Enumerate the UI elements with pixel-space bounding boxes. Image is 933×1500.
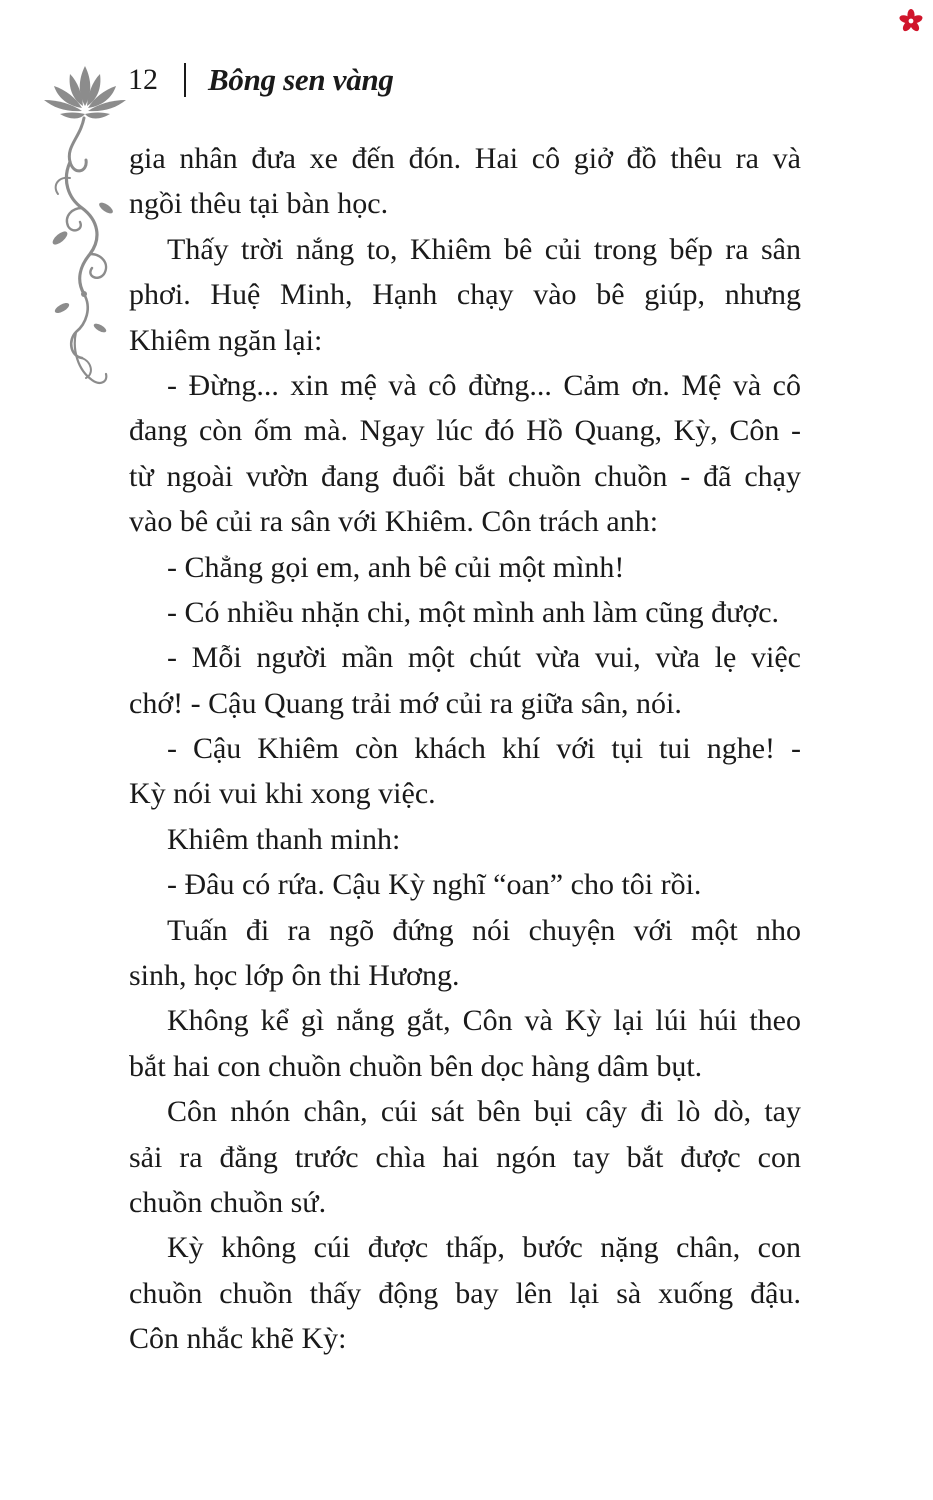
text-line: - Đừng... xin mệ và cô đừng... Cảm ơn. Mệ và cô	[167, 368, 801, 402]
text-line: gia nhân đưa xe đến đón. Hai cô giở đồ thêu ra và	[129, 142, 801, 175]
text-line: - Chẳng gọi em, anh bê củi một mình!	[167, 550, 625, 584]
text-line: Côn nhắc khẽ Kỳ:	[129, 1322, 347, 1356]
text-line: vào bê củi ra sân với Khiêm. Côn trách anh:	[129, 505, 659, 539]
text-line: - Có nhiều nhặn chi, một mình anh làm cũng được.	[167, 595, 780, 629]
text-line: - Mỗi người mần một chút vừa vui, vừa lẹ việc	[167, 641, 801, 675]
text-line: từ ngoài vườn đang đuổi bắt chuồn chuồn - đã chạy	[129, 459, 801, 493]
text-line: ngồi thêu tại bàn học.	[129, 187, 389, 221]
lotus-vine-ornament-icon	[40, 58, 130, 398]
text-line: bắt hai con chuồn chuồn bên dọc hàng dâm bụt.	[129, 1049, 703, 1083]
text-line: Tuấn đi ra ngõ đứng nói chuyện với một nho	[167, 913, 801, 947]
text-line: chuồn chuồn thấy động bay lên lại sà xuống đậu.	[129, 1276, 801, 1310]
text-line: - Đâu có rứa. Cậu Kỳ nghĩ “oan” cho tôi rồi.	[167, 868, 702, 902]
text-line: Khiêm ngăn lại:	[129, 323, 323, 357]
text-line: sinh, học lớp ôn thi Hương.	[129, 959, 460, 993]
running-title: Bông sen vàng	[208, 62, 394, 97]
text-line: Kỳ nói vui khi xong việc.	[129, 777, 436, 811]
text-line: phơi. Huệ Minh, Hạnh chạy vào bê giúp, nhưng	[129, 278, 801, 312]
text-line: Côn nhón chân, cúi sát bên bụi cây đi lò dò, tay	[167, 1095, 801, 1129]
text-line: chuồn chuồn sứ.	[129, 1185, 327, 1219]
text-line: Khiêm thanh minh:	[167, 822, 401, 856]
body-text	[129, 136, 801, 1362]
header-divider	[184, 63, 186, 97]
text-line: sải ra đằng trước chìa hai ngón tay bắt được con	[129, 1140, 801, 1174]
text-line: Kỳ không cúi được thấp, bước nặng chân, con	[167, 1231, 801, 1265]
text-line: Thấy trời nắng to, Khiêm bê củi trong bếp ra sân	[167, 232, 801, 266]
text-line: - Cậu Khiêm còn khách khí với tụi tui nghe! -	[167, 732, 801, 766]
page-number: 12	[128, 63, 158, 96]
text-line: Không kể gì nắng gắt, Côn và Kỳ lại lúi húi theo	[167, 1004, 801, 1038]
red-flower-icon	[898, 8, 924, 34]
text-line: chớ! - Cậu Quang trải mớ củi ra giữa sân, nói.	[129, 686, 682, 720]
text-line: đang còn ốm mà. Ngay lúc đó Hồ Quang, Kỳ, Côn -	[129, 414, 801, 448]
running-header	[128, 52, 394, 108]
